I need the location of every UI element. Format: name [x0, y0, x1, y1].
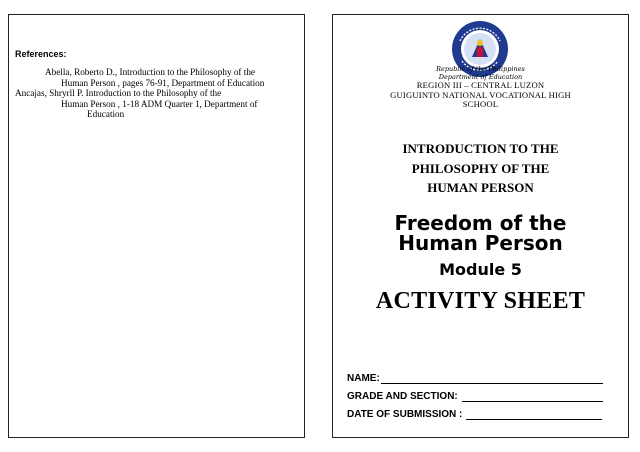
reference-item [45, 67, 264, 88]
date-submission-label: DATE OF SUBMISSION : [347, 409, 463, 420]
module-title [333, 213, 628, 253]
subject-line: HUMAN PERSON [427, 180, 534, 195]
title-line: Human Person [398, 231, 563, 255]
activity-sheet-heading: ACTIVITY SHEET [375, 288, 586, 314]
subject-line: PHILOSOPHY OF THE [411, 160, 550, 176]
reference-item [15, 88, 257, 120]
reference-line: Human Person , pages 76-91, Department of Education [61, 77, 265, 88]
name-blank[interactable] [381, 373, 603, 384]
grade-section-label: GRADE AND SECTION: [347, 391, 458, 402]
references-heading: References: [15, 49, 67, 59]
references-page [8, 14, 305, 438]
subject-title [333, 139, 628, 198]
reference-line: Education [87, 109, 125, 120]
reference-line: Ancajas, Shryrll P. Introduction to the Philosophy of the [15, 88, 222, 98]
name-label: NAME: [347, 373, 380, 384]
grade-section-field[interactable] [347, 391, 603, 402]
name-field[interactable] [347, 373, 603, 384]
date-submission-blank[interactable] [466, 409, 602, 420]
title-line: Freedom of the [394, 211, 567, 235]
date-submission-field[interactable] [347, 409, 602, 420]
region-line: REGION III – CENTRAL LUZON [416, 80, 545, 90]
republic-line: Republic of the Philippines [436, 65, 525, 73]
department-line: Department of Education [438, 73, 523, 81]
reference-line: Abella, Roberto D., Introduction to the Philosophy of the [45, 67, 256, 77]
school-name-line1: GUIGUINTO NATIONAL VOCATIONAL HIGH [390, 89, 571, 100]
school-name-line2: SCHOOL [462, 99, 499, 110]
subject-line: INTRODUCTION TO THE [402, 141, 559, 156]
cover-page [332, 14, 629, 438]
grade-section-blank[interactable] [462, 391, 603, 402]
reference-line: Human Person , 1-18 ADM Quarter 1, Department of [61, 98, 258, 109]
module-number: Module 5 [439, 260, 522, 279]
